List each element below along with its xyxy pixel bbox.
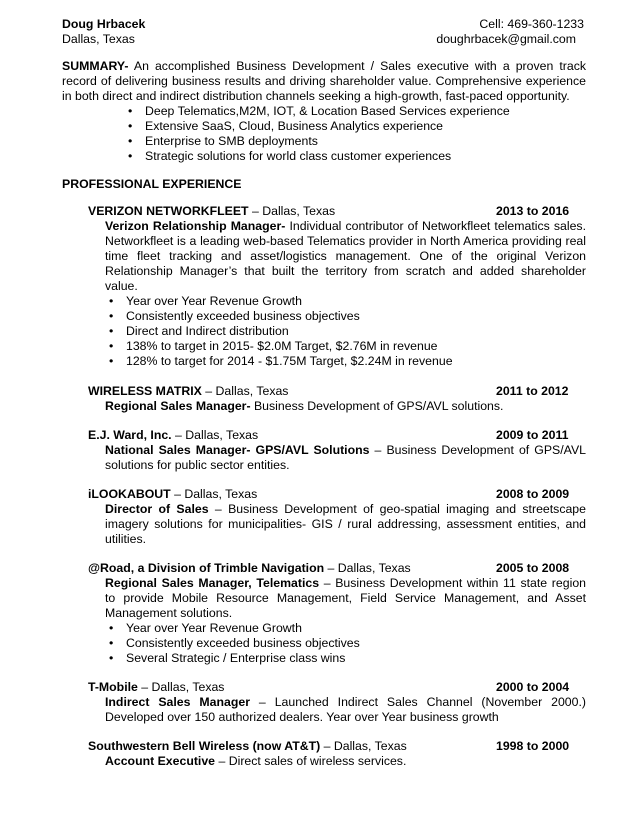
resume-page: [62, 17, 586, 769]
section-title-experience: PROFESSIONAL EXPERIENCE: [62, 177, 242, 191]
job-location: – Dallas, Texas: [170, 487, 258, 501]
list-item: • Deep Telematics,M2M, IOT, & Location Based Services experience: [128, 104, 510, 118]
job-header: [88, 680, 586, 695]
job-description: Verizon Relationship Manager- Individual contributor of Networkfleet telematics sales. Networkfleet is a leading web-based Telematics provider in North America providing real time fleet tracking and asset/logistics management. One of the original Verizon Relationship Manager’s that built the territory from scratch and added shareholder value.: [105, 219, 586, 293]
bullet-icon: •: [109, 636, 114, 650]
list-item: • Consistently exceeded business objectives: [109, 636, 360, 650]
location: Dallas, Texas: [62, 32, 135, 46]
job-header: [88, 204, 586, 219]
header-row-2: [62, 32, 586, 47]
job-header: [88, 739, 586, 754]
list-item: • Extensive SaaS, Cloud, Business Analytics experience: [128, 119, 444, 133]
company-name: Southwestern Bell Wireless (now AT&T): [88, 739, 321, 753]
job-dates: 2008 to 2009: [496, 487, 570, 501]
phone: Cell: 469-360-1233: [479, 17, 584, 31]
job-dates: 2013 to 2016: [496, 204, 570, 218]
bullet-icon: •: [109, 339, 114, 353]
summary-paragraph: [62, 59, 586, 104]
list-item: • Year over Year Revenue Growth: [109, 621, 302, 635]
job-dates: 2000 to 2004: [496, 680, 570, 694]
job-dates: 2009 to 2011: [496, 428, 569, 442]
list-item: • Strategic solutions for world class customer experiences: [128, 149, 452, 163]
header-row-1: [62, 17, 586, 32]
bullet-icon: •: [109, 651, 114, 665]
job-role: Verizon Relationship Manager-: [105, 219, 286, 233]
job-role: Account Executive: [105, 754, 216, 768]
job-header: [88, 561, 586, 576]
job-entry: [88, 428, 586, 473]
job-entry: [88, 561, 586, 666]
job-description: National Sales Manager- GPS/AVL Solutions – Business Development of GPS/AVL solutions for public sector entities.: [105, 443, 586, 472]
bullet-icon: •: [109, 621, 114, 635]
job-header: [88, 384, 586, 399]
job-description: Director of Sales – Business Development of geo-spatial imaging and streetscape imagery solutions for municipalities- GIS / rural addressing, assessment entities, and utilities.: [105, 502, 586, 546]
job-dates: 2005 to 2008: [496, 561, 570, 575]
bullet-icon: •: [128, 104, 133, 118]
job-entry: [88, 384, 586, 414]
bullet-icon: •: [109, 324, 114, 338]
job-location: – Dallas, Texas: [248, 204, 336, 218]
bullet-icon: •: [109, 309, 114, 323]
job-dates: 2011 to 2012: [496, 384, 569, 398]
summary-bullets: [128, 104, 586, 164]
job-entry: [88, 739, 586, 769]
job-description: Indirect Sales Manager – Launched Indirect Sales Channel (November 2000.) Developed over 150 authorized dealers. Year over Year business growth: [105, 695, 586, 724]
list-item: • 128% to target for 2014 - $1.75M Target, $2.24M in revenue: [109, 354, 453, 368]
job-entry: [88, 487, 586, 547]
job-location: – Dallas, Texas: [320, 739, 407, 753]
job-dates: 1998 to 2000: [496, 739, 570, 753]
job-header: [88, 487, 586, 502]
bullet-icon: •: [128, 149, 133, 163]
list-item: • Enterprise to SMB deployments: [128, 134, 318, 148]
job-role: National Sales Manager- GPS/AVL Solutions: [105, 443, 370, 457]
candidate-name: Doug Hrbacek: [62, 17, 146, 31]
summary-label: SUMMARY-: [62, 59, 129, 73]
job-role: Director of Sales: [105, 502, 209, 516]
email: doughrbacek@gmail.com: [436, 32, 576, 46]
bullet-icon: •: [128, 134, 133, 148]
list-item: • Year over Year Revenue Growth: [109, 294, 302, 308]
summary-text: An accomplished Business Development / Sales executive with a proven track record of delivering business results and driving shareholder value. Comprehensive experience in both direct and indirect distribution channels seeking a high-growth, fast-paced opportunity.: [62, 59, 586, 103]
job-entry: [88, 204, 586, 369]
job-entry: [88, 680, 586, 725]
job-bullets: [109, 621, 586, 666]
bullet-icon: •: [109, 354, 114, 368]
bullet-icon: •: [128, 119, 133, 133]
company-name: T-Mobile: [88, 680, 138, 694]
bullet-icon: •: [109, 294, 114, 308]
list-item: • Consistently exceeded business objectives: [109, 309, 360, 323]
list-item: • 138% to target in 2015- $2.0M Target, $2.76M in revenue: [109, 339, 438, 353]
list-item: • Several Strategic / Enterprise class wins: [109, 651, 346, 665]
job-description: Regional Sales Manager- Business Development of GPS/AVL solutions.: [105, 399, 504, 413]
job-description: Regional Sales Manager, Telematics – Business Development within 11 state region to provide Mobile Resource Management, Field Service Management, and Asset Management solutions.: [105, 576, 586, 620]
job-role: Regional Sales Manager-: [105, 399, 251, 413]
job-location: – Dallas, Texas: [324, 561, 411, 575]
list-item: • Direct and Indirect distribution: [109, 324, 289, 338]
job-bullets: [109, 294, 586, 369]
company-name: VERIZON NETWORKFLEET: [88, 204, 249, 218]
job-location: – Dallas, Texas: [201, 384, 289, 398]
job-role: Indirect Sales Manager: [105, 695, 250, 709]
company-name: @Road, a Division of Trimble Navigation: [88, 561, 325, 575]
job-header: [88, 428, 586, 443]
company-name: E.J. Ward, Inc.: [88, 428, 172, 442]
job-location: – Dallas, Texas: [171, 428, 259, 442]
company-name: iLOOKABOUT: [88, 487, 171, 501]
job-role: Regional Sales Manager, Telematics: [105, 576, 320, 590]
job-description: Account Executive – Direct sales of wireless services.: [105, 754, 407, 768]
job-location: – Dallas, Texas: [137, 680, 225, 694]
company-name: WIRELESS MATRIX: [88, 384, 202, 398]
